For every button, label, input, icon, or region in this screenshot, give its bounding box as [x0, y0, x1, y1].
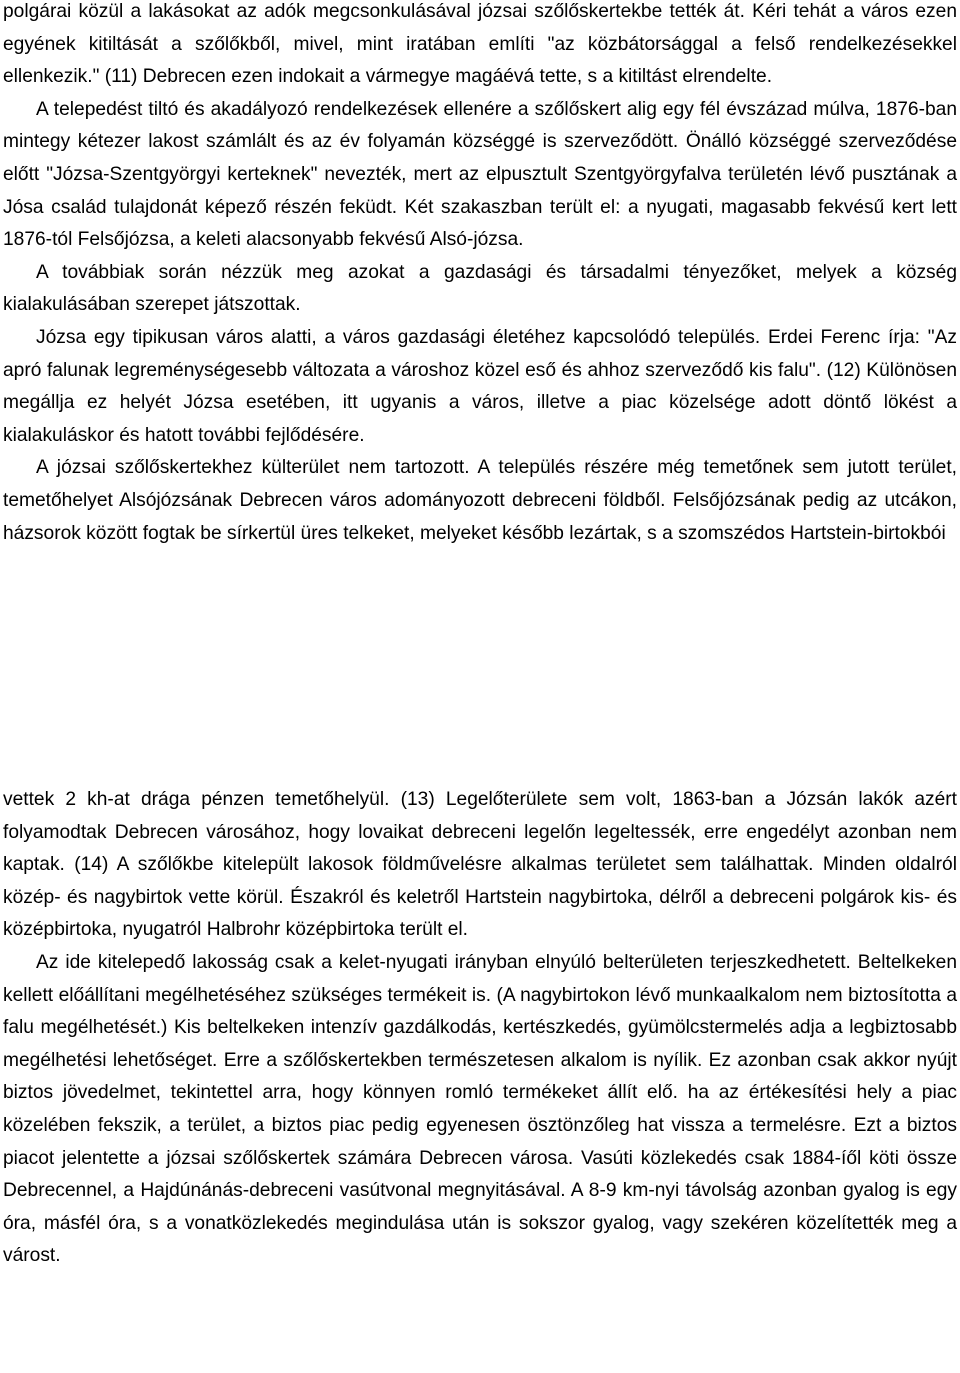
paragraph-continuation: polgárai közül a lakásokat az adók megcsonkulásával józsai szőlőskertekbe tették át. Kéri tehát a város ezen egyének kitiltását a szőlőkből, mivel, mint iratában említi "az közbátorsággal a felső rendelkezésekkel ellenkezik." (11) Debrecen ezen indokait a vármegye magáévá tette, s a kitiltást elrendelte. — [3, 1, 957, 88]
paragraph: Józsa egy tipikusan város alatti, a város gazdasági életéhez kapcsolódó település. Erdei Ferenc írja: "Az apró falunak legreménységesebb változata a városhoz közel eső és ahhoz szerveződő kis falu". (12) Különösen megállja ez helyét Józsa esetében, itt ugyanis a város, illetve a piac közelsége adott döntő lökést a kialakuláskor és hatott további fejlődésére. — [3, 326, 957, 446]
paragraph-continuation: vettek 2 kh-at drága pénzen temetőhelyül. (13) Legelőterülete sem volt, 1863-ban a Józsán lakók azért folyamodtak Debrecen városához, hogy lovaikat debreceni legelőn legeltessék, erre engedélyt azonban nem kaptak. (14) A szőlőkbe kitelepült lakosok földművelésre alkalmas területet sem találhattak. Minden oldalról közép- és nagybirtok vette körül. Északról és keletről Hartstein nagybirtoka, délről a debreceni polgárok kis- és középbirtoka, nyugatról Halbrohr középbirtoka terült el. — [3, 789, 957, 941]
paragraph: Az ide kitelepedő lakosság csak a kelet-nyugati irányban elnyúló belterületen terjeszkedhetett. Beltelkeken kellett előállítani megélhetéséhez szükséges termékeit is. (A nagybirtokon lévő munkaalkalom nem biztosította a falu megélhetését.) Kis beltelkeken intenzív gazdálkodás, kertészkedés, gyümölcstermelés adja a legbiztosabb megélhetési lehetőséget. Erre a szőlőskertekben természetesen alkalom is nyílik. Ez azonban csak akkor nyújt biztos jövedelmet, tekintettel arra, hogy könnyen romló termékeket állít elő. ha az értékesítési hely a piac közelében fekszik, a terület, a biztos piac pedig egyenesen ösztönzőleg hat vissza a termelésre. Ezt a biztos piacot jelentette a józsai szőlőskertek számára Debrecen városa. Vasúti közlekedés csak 1884-íől köti össze Debrecennel, a Hajdúnánás-debreceni vasútvonal megnyitásával. A 8-9 km-nyi távolság azonban gyalog is egy óra, másfél óra, s a vonatközlekedés megindulása után is sokszor gyalog, vagy szekéren közelítették meg a várost. — [3, 951, 957, 1267]
paragraph: A telepedést tiltó és akadályozó rendelkezések ellenére a szőlőskert alig egy fél évszázad múlva, 1876-ban mintegy kétezer lakost számlált és az év folyamán községgé is szerveződött. Önálló községgé szerveződése előtt "Józsa-Szentgyörgyi kerteknek" nevezték, mert az elpusztult Szentgyörgyfalva területén lévő pusztának a Jósa család tulajdonát képező részén feküdt. Két szakaszban terült el: a nyugati, magasabb fekvésű kert lett 1876-tól Felsőjózsa, a keleti alacsonyabb fekvésű Alsó-józsa. — [3, 98, 957, 251]
paragraph: A továbbiak során nézzük meg azokat a gazdasági és társadalmi tényezőket, melyek a község kialakulásában szerepet játszottak. — [3, 261, 957, 316]
text-block-bottom — [3, 784, 957, 1273]
text-block-top — [3, 0, 957, 550]
paragraph: A józsai szőlőskertekhez külterület nem tartozott. A település részére még temetőnek sem jutott terület, temetőhelyet Alsójózsának Debrecen város adományozott debreceni földből. Felsőjózsának pedig az utcákon, házsorok között fogtak be sírkertül üres telkeket, melyeket később lezártak, s a szomszédos Hartstein-birtokbói — [3, 457, 957, 544]
